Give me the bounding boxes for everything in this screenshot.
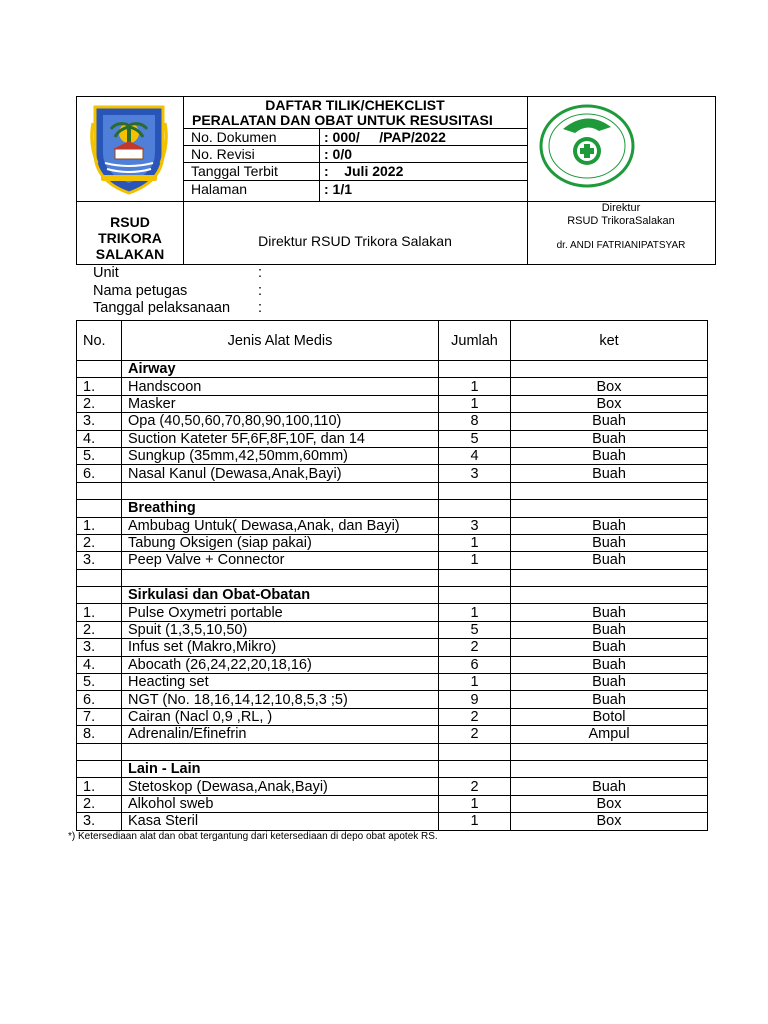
meta-value-halaman: : 1/1 xyxy=(324,181,353,197)
cell-ket: Buah xyxy=(511,691,708,708)
cell-name: Handscoon xyxy=(122,378,439,395)
meta-label-tanggal-terbit: Tanggal Terbit xyxy=(191,163,278,179)
table-row xyxy=(77,778,708,795)
cell-no: 1. xyxy=(77,604,122,621)
right-signer-name: dr. ANDI FATRIANIPATSYAR xyxy=(556,240,686,251)
cell-no: 7. xyxy=(77,708,122,725)
cell-ket: Box xyxy=(511,795,708,812)
document-title-line1: DAFTAR TILIK/CHEKCLIST xyxy=(265,97,445,113)
cell-jumlah: 5 xyxy=(439,621,511,638)
document-header xyxy=(76,96,716,265)
document-title-line2: PERALATAN DAN OBAT UNTUK RESUSITASI xyxy=(192,112,493,128)
header-jenis-alat: Jenis Alat Medis xyxy=(122,321,439,361)
rsud-trikora-logo xyxy=(537,103,637,189)
table-header-row xyxy=(77,321,708,361)
table-row xyxy=(77,726,708,743)
meta-value-revisi: : 0/0 xyxy=(324,146,353,162)
cell-no: 4. xyxy=(77,430,122,447)
cell-ket xyxy=(511,587,708,604)
cell-jumlah: 6 xyxy=(439,656,511,673)
meta-label-revisi: No. Revisi xyxy=(191,146,255,162)
blank-row xyxy=(77,743,708,760)
header-ket: ket xyxy=(511,321,708,361)
table-row xyxy=(77,552,708,569)
cell-no: 4. xyxy=(77,656,122,673)
cell-name: Spuit (1,3,5,10,50) xyxy=(122,621,439,638)
cell-ket xyxy=(511,743,708,760)
cell-no: 3. xyxy=(77,813,122,830)
cell-no xyxy=(77,587,122,604)
cell-name: Opa (40,50,60,70,80,90,100,110) xyxy=(122,413,439,430)
hospital-name-line2: TRIKORA xyxy=(98,230,162,246)
cell-jumlah: 2 xyxy=(439,708,511,725)
cell-ket: Buah xyxy=(511,552,708,569)
cell-name xyxy=(122,743,439,760)
cell-jumlah: 3 xyxy=(439,465,511,482)
table-row xyxy=(77,691,708,708)
cell-jumlah xyxy=(439,743,511,760)
section-title: Airway xyxy=(122,361,439,378)
table-row xyxy=(77,465,708,482)
cell-jumlah: 1 xyxy=(439,604,511,621)
cell-ket: Buah xyxy=(511,639,708,656)
header-divider-right xyxy=(527,97,528,264)
cell-ket: Box xyxy=(511,813,708,830)
center-signer: Direktur RSUD Trikora Salakan xyxy=(258,233,452,249)
cell-jumlah xyxy=(439,587,511,604)
cell-jumlah: 1 xyxy=(439,813,511,830)
cell-ket xyxy=(511,482,708,499)
table-row xyxy=(77,604,708,621)
cell-jumlah: 5 xyxy=(439,430,511,447)
cell-no xyxy=(77,760,122,777)
cell-no: 5. xyxy=(77,674,122,691)
info-tanggal-label: Tanggal pelaksanaan xyxy=(93,300,231,316)
info-unit-label: Unit xyxy=(93,265,119,281)
cell-jumlah: 2 xyxy=(439,726,511,743)
cell-ket xyxy=(511,500,708,517)
table-row xyxy=(77,795,708,812)
cell-jumlah: 3 xyxy=(439,517,511,534)
table-row xyxy=(77,656,708,673)
cell-no: 2. xyxy=(77,795,122,812)
section-row xyxy=(77,760,708,777)
cell-no xyxy=(77,482,122,499)
cell-jumlah: 1 xyxy=(439,674,511,691)
section-row xyxy=(77,361,708,378)
cell-no: 8. xyxy=(77,726,122,743)
cell-ket: Buah xyxy=(511,656,708,673)
cell-no: 1. xyxy=(77,517,122,534)
table-row xyxy=(77,430,708,447)
cell-name: Peep Valve + Connector xyxy=(122,552,439,569)
header-no: No. xyxy=(77,321,122,361)
section-title: Sirkulasi dan Obat-Obatan xyxy=(122,587,439,604)
cell-name: Pulse Oxymetri portable xyxy=(122,604,439,621)
cell-name: Adrenalin/Efinefrin xyxy=(122,726,439,743)
cell-jumlah: 1 xyxy=(439,552,511,569)
blank-row xyxy=(77,482,708,499)
table-row xyxy=(77,517,708,534)
cell-ket: Buah xyxy=(511,778,708,795)
cell-jumlah: 2 xyxy=(439,778,511,795)
table-row xyxy=(77,413,708,430)
cell-name: Masker xyxy=(122,395,439,412)
cell-jumlah: 1 xyxy=(439,395,511,412)
cell-ket: Box xyxy=(511,395,708,412)
hospital-name-line3: SALAKAN xyxy=(95,246,165,262)
cell-ket: Buah xyxy=(511,517,708,534)
equipment-checklist-table xyxy=(76,320,708,831)
cell-ket xyxy=(511,361,708,378)
section-row xyxy=(77,500,708,517)
cell-ket: Buah xyxy=(511,621,708,638)
cell-jumlah xyxy=(439,760,511,777)
meta-label-dokumen: No. Dokumen xyxy=(191,129,277,145)
table-row xyxy=(77,639,708,656)
footnote: *) Ketersediaan alat dan obat tergantung dari ketersediaan di depo obat apotek RS. xyxy=(68,831,438,842)
cell-jumlah: 1 xyxy=(439,534,511,551)
header-meta-divider xyxy=(319,128,320,201)
cell-name: Ambubag Untuk( Dewasa,Anak, dan Bayi) xyxy=(122,517,439,534)
meta-label-halaman: Halaman xyxy=(191,181,248,197)
cell-no: 5. xyxy=(77,447,122,464)
cell-no: 2. xyxy=(77,395,122,412)
info-tanggal-colon: : xyxy=(258,300,263,316)
cell-name: Alkohol sweb xyxy=(122,795,439,812)
cell-name: Cairan (Nacl 0,9 ,RL, ) xyxy=(122,708,439,725)
cell-ket: Buah xyxy=(511,604,708,621)
cell-name: Sungkup (35mm,42,50mm,60mm) xyxy=(122,447,439,464)
cell-name: Infus set (Makro,Mikro) xyxy=(122,639,439,656)
cell-no: 1. xyxy=(77,378,122,395)
right-signer-institution: RSUD TrikoraSalakan xyxy=(567,215,675,227)
cell-ket xyxy=(511,760,708,777)
table-row xyxy=(77,813,708,830)
cell-jumlah xyxy=(439,569,511,586)
regency-emblem-logo xyxy=(89,103,169,195)
table-row xyxy=(77,708,708,725)
cell-name: Nasal Kanul (Dewasa,Anak,Bayi) xyxy=(122,465,439,482)
cell-no: 2. xyxy=(77,534,122,551)
cell-no: 2. xyxy=(77,621,122,638)
cell-jumlah xyxy=(439,361,511,378)
cell-no: 3. xyxy=(77,552,122,569)
cell-name: Tabung Oksigen (siap pakai) xyxy=(122,534,439,551)
cell-ket: Botol xyxy=(511,708,708,725)
cell-jumlah: 8 xyxy=(439,413,511,430)
cell-name: Abocath (26,24,22,20,18,16) xyxy=(122,656,439,673)
cell-ket: Buah xyxy=(511,413,708,430)
section-title: Breathing xyxy=(122,500,439,517)
cell-ket: Buah xyxy=(511,447,708,464)
cell-no: 6. xyxy=(77,691,122,708)
table-row xyxy=(77,378,708,395)
hospital-name-line1: RSUD xyxy=(110,214,150,230)
cell-name: NGT (No. 18,16,14,12,10,8,5,3 ;5) xyxy=(122,691,439,708)
table-row xyxy=(77,395,708,412)
info-unit-colon: : xyxy=(258,265,263,281)
cell-no xyxy=(77,569,122,586)
cell-jumlah: 1 xyxy=(439,795,511,812)
cell-name: Heacting set xyxy=(122,674,439,691)
cell-no xyxy=(77,500,122,517)
cell-jumlah: 1 xyxy=(439,378,511,395)
cell-jumlah: 4 xyxy=(439,447,511,464)
cell-no xyxy=(77,361,122,378)
cell-no: 1. xyxy=(77,778,122,795)
header-jumlah: Jumlah xyxy=(439,321,511,361)
table-row xyxy=(77,447,708,464)
cell-name xyxy=(122,569,439,586)
cell-ket: Buah xyxy=(511,430,708,447)
cell-ket: Buah xyxy=(511,465,708,482)
cell-no: 6. xyxy=(77,465,122,482)
cell-name xyxy=(122,482,439,499)
cell-ket xyxy=(511,569,708,586)
cell-jumlah: 2 xyxy=(439,639,511,656)
cell-ket: Ampul xyxy=(511,726,708,743)
section-row xyxy=(77,587,708,604)
info-petugas-colon: : xyxy=(258,283,263,299)
right-signer-title: Direktur xyxy=(601,202,641,214)
blank-row xyxy=(77,569,708,586)
cell-name: Kasa Steril xyxy=(122,813,439,830)
cell-no xyxy=(77,743,122,760)
meta-value-dokumen: : 000/ /PAP/2022 xyxy=(324,129,446,145)
cell-ket: Buah xyxy=(511,534,708,551)
cell-no: 3. xyxy=(77,413,122,430)
info-petugas-label: Nama petugas xyxy=(93,283,188,299)
section-title: Lain - Lain xyxy=(122,760,439,777)
meta-value-tanggal-terbit: : Juli 2022 xyxy=(324,163,404,179)
cell-no: 3. xyxy=(77,639,122,656)
cell-name: Stetoskop (Dewasa,Anak,Bayi) xyxy=(122,778,439,795)
table-row xyxy=(77,534,708,551)
table-row xyxy=(77,674,708,691)
cell-jumlah: 9 xyxy=(439,691,511,708)
cell-ket: Box xyxy=(511,378,708,395)
cell-name: Suction Kateter 5F,6F,8F,10F, dan 14 xyxy=(122,430,439,447)
table-body xyxy=(77,361,708,831)
cell-jumlah xyxy=(439,482,511,499)
table-row xyxy=(77,621,708,638)
cell-jumlah xyxy=(439,500,511,517)
cell-ket: Buah xyxy=(511,674,708,691)
